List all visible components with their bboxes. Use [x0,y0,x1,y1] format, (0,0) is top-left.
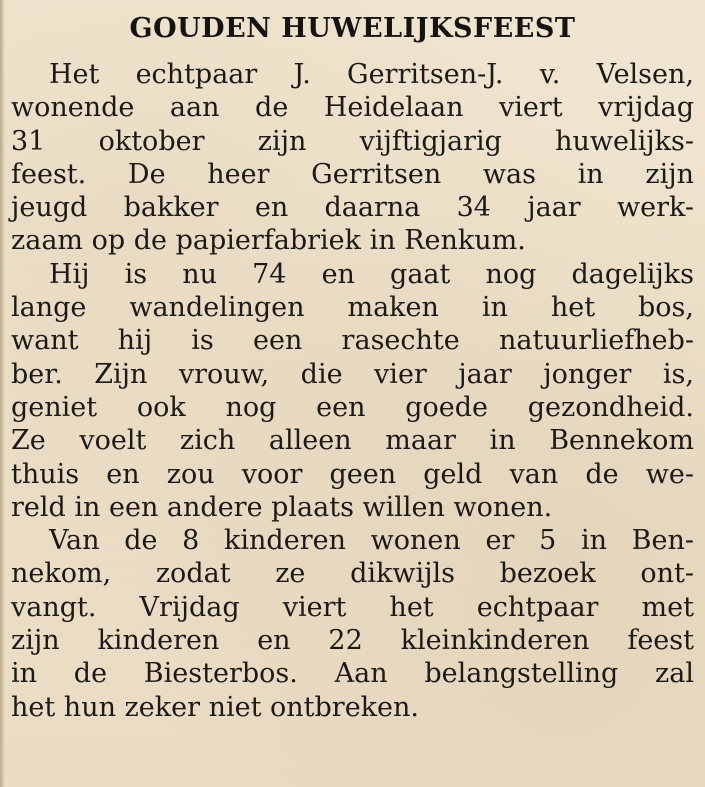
article-line: Ze voelt zich alleen maar in Bennekom [11,425,694,457]
article-line: Het echtpaar J. Gerritsen-J. v. Velsen, [49,59,694,90]
article-line: 31 oktober zijn vijftigjarig huwelijks- [11,125,694,157]
article-body [11,58,694,724]
article-line: lange wandelingen maken in het bos, [11,292,694,324]
article-headline: GOUDEN HUWELIJKSFEEST [129,13,576,44]
article-line: feest. De heer Gerritsen was in zijn [11,158,694,190]
article-line: nekom, zodat ze dikwijls bezoek ont- [11,558,694,590]
article-line: het hun zeker niet ontbreken. [11,691,419,723]
article-line: Van de 8 kinderen wonen er 5 in Ben- [49,525,694,557]
article-line: zaam op de papierfabriek in Renkum. [11,225,526,257]
article-line: in de Biesterbos. Aan belangstelling zal [11,658,694,690]
paper-edge [0,0,5,787]
article-line: thuis en zou voor geen geld van de we- [11,458,694,490]
article-line: reld in een andere plaats willen wonen. [11,491,553,523]
article-line: ber. Zijn vrouw, die vier jaar jonger is, [11,358,694,390]
article-line: vangt. Vrijdag viert het echtpaar met [11,591,694,623]
article-line: Hij is nu 74 en gaat nog dagelijks [49,258,694,290]
article-line: want hij is een rasechte natuurliefheb- [11,325,694,357]
article-line: wonende aan de Heidelaan viert vrijdag [11,92,694,124]
article-line: zijn kinderen en 22 kleinkinderen feest [11,625,694,657]
article-line: geniet ook nog een goede gezondheid. [11,391,694,423]
article-line: jeugd bakker en daarna 34 jaar werk- [11,192,694,224]
